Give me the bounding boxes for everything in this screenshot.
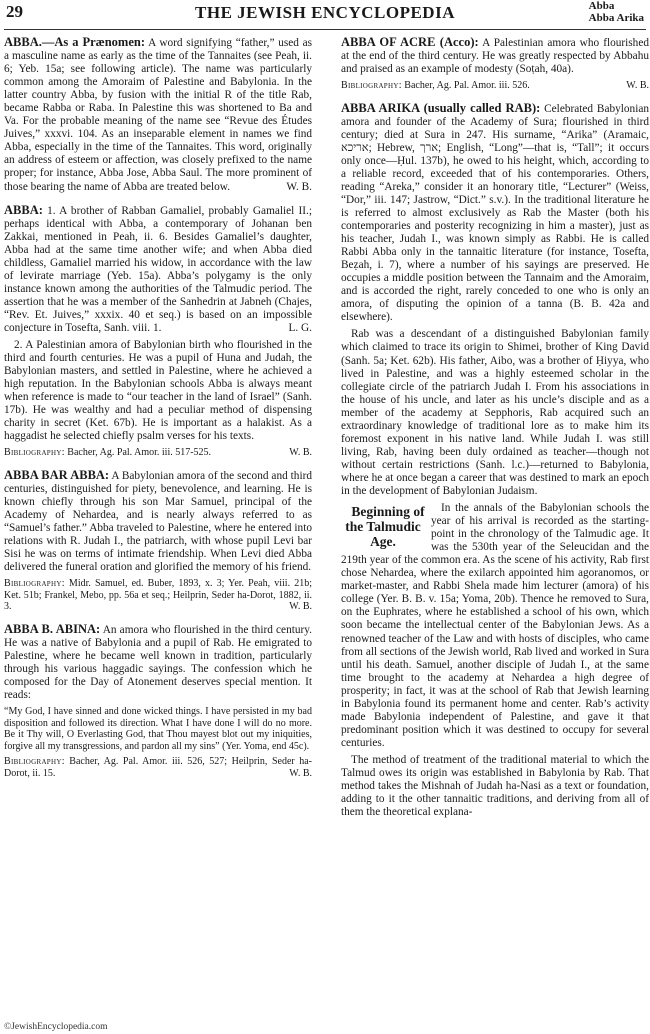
bibliography-label: Bibliography:	[341, 80, 402, 92]
entry-text: A Babylonian amora of the second and third centuries, distinguished for piety, benevolence, and learning. He is known chiefly through his son Mar Samuel, principal of the Academy of Nehardea, and is nearly always referred to as “Samuel’s father.” Abba traveled to Palestine, where he entered into relations with R. Judah I., the patriarch, with whose pupil Levi bar Sisi he was on terms of intimate friendship. When Levi died Abba delivered the funeral oration and glorified the memory of his friend.	[4, 469, 312, 574]
headword: ABBA ARIKA (usually called RAB):	[341, 100, 541, 115]
entry-abba-b-abina	[4, 623, 312, 779]
entry-abba-of-acre	[341, 36, 649, 92]
entry-text: A word signifying “father,” used as a masculine name as early as the time of the Tannaites (see Peah, ii. 6; Yeb. 15a; see following article). The name was particularly common among the Amoraim of Palestine and Babylonia. In the latter country Abba, by fusion with the initial R of the title Rab, became Rabba or Raba. In Palestine this was shortened to Ba and Va. For the probable meaning of the name see “Revue des Études Juives,” xxxvi. 104. As an inseparable element in names we find Abba, especially in the time of the Tannaites. This word, originally an address of esteem or affection, was closely prefixed to the name proper; for instance, Abba Jose, Abba Saul. The more prominent of those bearing the name of Abba are treated below.	[4, 37, 312, 193]
bibliography-label: Bibliography:	[4, 578, 65, 590]
headword: ABBA.—As a Prænomen:	[4, 36, 145, 49]
guide-word-top: Abba	[588, 0, 615, 12]
bibliography	[4, 578, 312, 613]
entry-text: A Palestinian amora who flourished at the end of the third century. He was greatly respected by Abbahu and praised as an example of modesty (Soṭah, 40a).	[341, 37, 649, 76]
bibliography	[4, 756, 312, 779]
entry-text: 1. A brother of Rabban Gamaliel, probably Gamaliel II.; perhaps identical with Abba, a contemporary of Johanan ben Zakkai, mentioned in Peah, ii. 6. Besides Gamaliel’s daughter, Abba had at the same time another wife; and when Abba died childless, Gamaliel married his widow, in accordance with the law of levirate marriage (Yeb. 15a). Abba’s polygamy is the only instance known among the authorities of the Talmudic period. The assertion that he was a member of the Sanhedrin at Jabneh (Chajes, “Rev. Et. Juives,” xxxix. 40 et seq.) is based on an impossible conjecture in Tosefta, Sanh. viii. 1.	[4, 204, 312, 334]
guide-word-bottom: Abba Arika	[588, 12, 644, 24]
bibliography	[341, 80, 649, 92]
bibliography-text: Midr. Samuel, ed. Buber, 1893, x. 3; Yer. Peah, viii. 21b; Ket. 51b; Frankel, Mebo, pp. 56a et seq.; Heilprin, Seder ha-Dorot, 1882, ii. 3.	[4, 578, 312, 613]
entry-abba-praenomen	[4, 36, 312, 194]
page-header	[0, 0, 650, 30]
copyright-footer: ©JewishEncyclopedia.com	[4, 1022, 108, 1032]
header-rule	[4, 29, 646, 30]
entry-paragraph: Rab was a descendant of a distinguished Babylonian family which claimed to trace its origin to Shimei, brother of King David (Sanh. 5a; Ket. 62b). His father, Aibo, was a brother of Ḥiyya, who lived in Palestine, and was a highly esteemed scholar in the collegiate circle of the patriarch Judah I. From his associations in the house of his uncle, and later as his uncle’s disciple and as a member of the academy at Sepphoris, Rab acquired such an extraordinary knowledge of traditional lore as to make him its foremost exponent in his native land. While Judah I. was still living, Rab, having been duly ordained as teacher—though not without certain restrictions (Sanh. l.c.)—returned to Babylonia, where he at once began a career that was destined to mark an epoch in the development of Babylonian Judaism.	[341, 328, 649, 497]
author-signature: W. B.	[626, 80, 649, 92]
entry-abba-bar-abba	[4, 469, 312, 613]
guide-words	[589, 0, 644, 24]
entry-paragraph: 2. A Palestinian amora of Babylonian birth who flourished in the third and fourth centuries. He was a pupil of Huna and Judah, the Babylonian masters, and settled in Palestine, where he achieved a high reputation. In the Babylonian schools Abba is always meant when reference is made to “our teacher in the land of Israel” (Sanh. 17b). He was wealthy and had a peculiar method of dispensing charity in secret (Ket. 67b). He is important as a halakist. As a haggadist he selected chiefly psalm verses for his texts.	[4, 339, 312, 443]
headword: ABBA OF ACRE (Acco):	[341, 36, 479, 49]
entry-text: Celebrated Babylonian amora and founder of the Academy of Sura; flourished in third century; died at Sura in 247. His surname, “Arika” (Aramaic, אריכא; Hebrew, ארך; English, “Long”—that is, “Tall”; it occurs only once—Ḥul. 137b), he owed to his height, which, according to a reliable record, exceeded that of his contemporaries. Others, reading “Areka,” consider it an honorary title, “Lecturer” (Weiss, “Dor,” iii. 147; Jastrow, “Dict.” s.v.). In the traditional literature he is referred to almost exclusively as Rab the Master (both his contemporaries and posterity recognizing in him a master), just as his teacher, Judah I., was known simply as Rabbi. He is called Rabbi Abba only in the tannaitic literature (for instance, Tosefta, Beẓah, i. 7), where a number of his sayings are preserved. He occupies a middle position between the Tannaim and the Amoraim, and is accorded the right, rarely conceded to one who is only an amora, of disputing the opinion of a tanna (B. B. 42a and elsewhere).	[341, 102, 649, 324]
right-column	[341, 36, 649, 1021]
headword: ABBA:	[4, 202, 43, 217]
bibliography-text: Bacher, Ag. Pal. Amor. iii. 526, 527; Heilprin, Seder ha-Dorot, ii. 15.	[4, 756, 312, 779]
bibliography	[4, 447, 312, 459]
bibliography-text: Bacher, Ag. Pal. Amor. iii. 517-525.	[64, 447, 212, 459]
running-title: THE JEWISH ENCYCLOPEDIA	[195, 3, 455, 22]
entry-paragraph: The method of treatment of the traditional material to which the Talmud owes its origin was established in Babylonia by Rab. That method takes the Mishnah of Judah ha-Nasi as a text or foundation, adding to it the other tannaitic traditions, and deriving from all of them the theoretical explana-	[341, 753, 649, 819]
author-signature: W. B.	[289, 767, 312, 779]
author-signature: W. B.	[286, 180, 312, 193]
author-signature: W. B.	[289, 447, 312, 459]
quotation: “My God, I have sinned and done wicked things. I have persisted in my bad disposition and followed its direction. What I have done I will do no more. Be it Thy will, O Everlasting God, that Thou mayest blot out my iniquities, forgive all my transgressions, and pardon all my sins” (Yer. Yoma, end 45c).	[4, 706, 312, 752]
headword: ABBA BAR ABBA:	[4, 467, 110, 482]
margin-note: Beginning of the Talmudic Age.	[345, 504, 425, 550]
author-signature: W. B.	[289, 601, 312, 613]
entry-paragraph-with-note	[341, 502, 649, 750]
bibliography-label: Bibliography:	[4, 447, 65, 459]
entry-text: An amora who flourished in the third century. He was a native of Babylonia and a pupil of Rab. He emigrated to Palestine, where he became well known in tradition, particularly through his various haggadic sayings. The confession which he composed for the Day of Atonement deserves special mention. It reads:	[4, 623, 312, 702]
entry-text: In the annals of the Babylonian schools the year of his arrival is recorded as the starting-point in the chronology of the Talmudic age. It was the 530th year of the Seleucidan and the 219th year of the common era. As the scene of his activity, Rab first chose Nehardea, where the exilarch appointed him agoranomos, or market-master, and Rabbi Shela made him lecturer (amora) of his college (Yer. B. B. v. 15a; Yoma, 20b). Thence he removed to Sura, on the Euphrates, where he established a school of his own, which soon became the intellectual center of the Babylonian Jews. As a renowned teacher of the Law and with hosts of disciples, who came from all sections of the Jewish world, Rab lived and worked in Sura until his death. Samuel, another disciple of Judah I., at the same time brought to the academy at Nehardea a high degree of prosperity; in fact, it was at the school of Rab that Jewish learning in Babylonia found its permanent home and center. Rab’s activity made Babylonia independent of Palestine, and gave it that predominant position which it was destined to occupy for several centuries.	[341, 502, 649, 749]
page-number: 29	[6, 2, 23, 21]
bibliography-text: Bacher, Ag. Pal. Amor. iii. 526.	[401, 80, 530, 92]
entry-abba	[4, 204, 312, 459]
headword: ABBA B. ABINA:	[4, 621, 101, 636]
bibliography-label: Bibliography:	[4, 756, 65, 768]
author-signature: L. G.	[288, 321, 312, 334]
entry-abba-arika	[341, 102, 649, 820]
left-column	[4, 36, 312, 1021]
